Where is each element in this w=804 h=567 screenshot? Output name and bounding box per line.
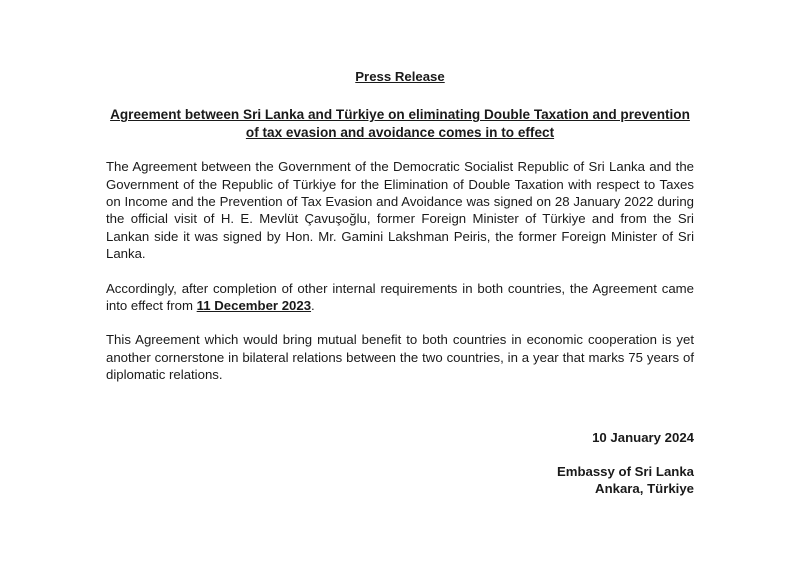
- press-release-heading: Press Release: [355, 69, 445, 84]
- paragraph-benefit: This Agreement which would bring mutual benefit to both countries in economic cooperation is yet another cornerstone in bilateral relations between the two countries, in a year that marks 75 years of diplomatic relations.: [106, 332, 694, 383]
- release-date: 10 January 2024: [592, 430, 694, 445]
- press-release-title: Agreement between Sri Lanka and Türkiye on eliminating Double Taxation and prevention of tax evasion and avoidance comes in to effect: [110, 107, 690, 140]
- paragraph-effect-text: Accordingly, after completion of other internal requirements in both countries, the Agreement came into effect from: [106, 280, 694, 314]
- paragraph-effect: [106, 280, 694, 315]
- paragraph-effect-end: .: [311, 298, 315, 314]
- signatory-organization: Embassy of Sri Lanka: [556, 464, 694, 479]
- signatory: [557, 463, 694, 498]
- effective-date: 11 December 2023: [196, 298, 312, 314]
- paragraph-signing: The Agreement between the Government of the Democratic Socialist Republic of Sri Lanka and the Government of the Republic of Türkiye for the Elimination of Double Taxation with respect to Taxes on Income and the Prevention of Tax Evasion and Avoidance was signed on 28 January 2022 during the official visit of H. E. Mevlüt Çavuşoğlu, former Foreign Minister of Türkiye and from the Sri Lankan side it was signed by Hon. Mr. Gamini Lakshman Peiris, the former Foreign Minister of Sri Lanka.: [106, 159, 694, 262]
- document-body: [106, 68, 694, 384]
- signatory-location: Ankara, Türkiye: [595, 481, 694, 497]
